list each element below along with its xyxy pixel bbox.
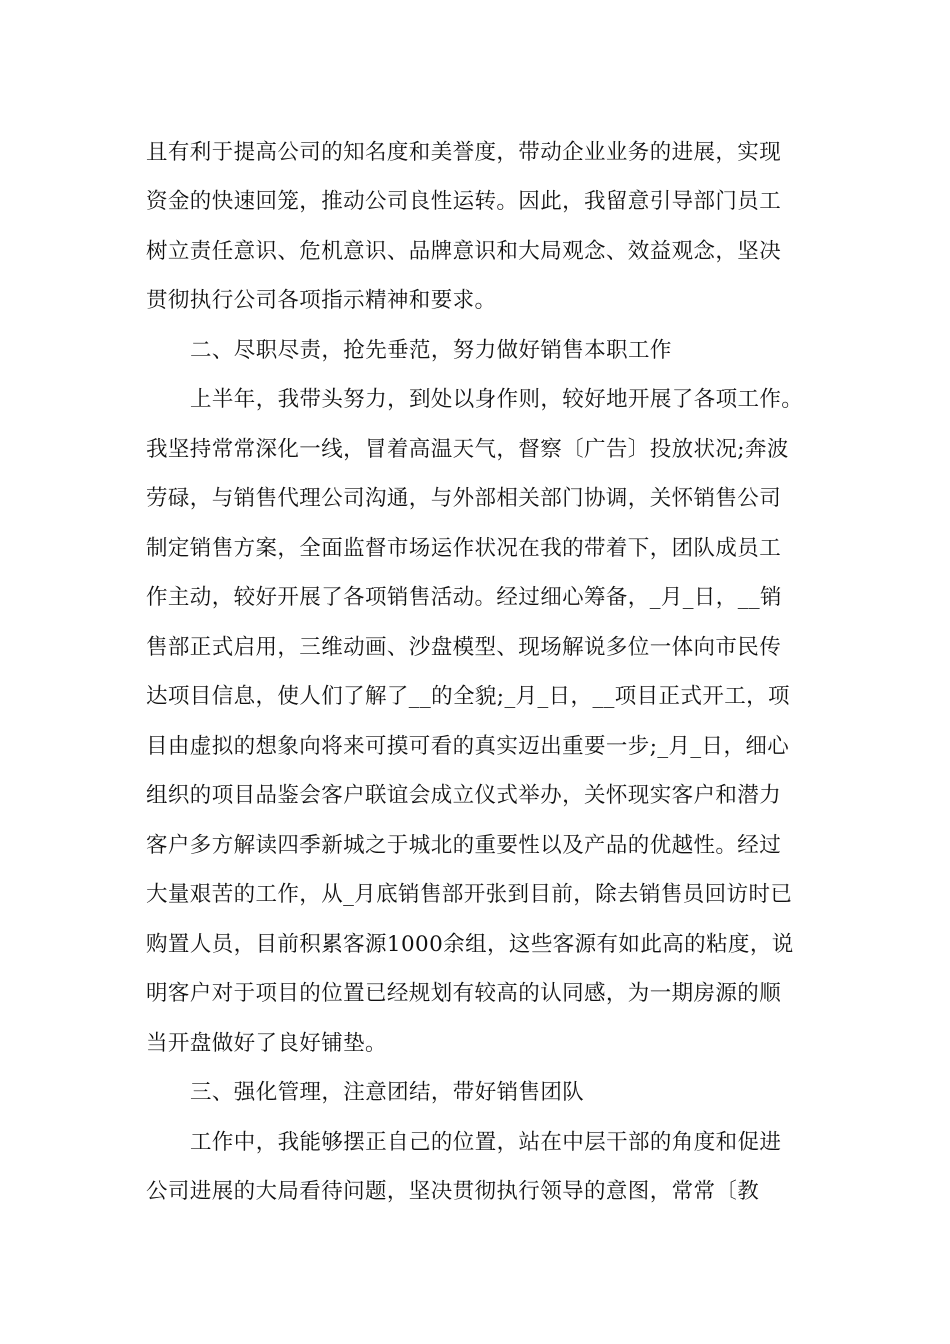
- paragraph-line: 上半年，我带头努力，到处以身作则，较好地开展了各项工作。: [190, 387, 804, 412]
- paragraph-line: 贯彻执行公司各项指示精神和要求。: [146, 288, 497, 313]
- paragraph-line: 工作中，我能够摆正自己的位置，站在中层干部的角度和促进: [190, 1130, 782, 1155]
- paragraph-line: 资金的快速回笼，推动公司良性运转。因此，我留意引导部门员工: [146, 189, 782, 214]
- paragraph-line: 制定销售方案，全面监督市场运作状况在我的带着下，团队成员工: [146, 536, 782, 561]
- paragraph-line: 树立责任意识、危机意识、品牌意识和大局观念、效益观念，坚决: [146, 239, 782, 264]
- paragraph-line: 我坚持常常深化一线，冒着高温天气，督察〔广告〕投放状况;奔波: [146, 437, 789, 462]
- paragraph-line: 达项目信息，使人们了解了__的全貌;_月_日，__项目正式开工，项: [146, 684, 790, 709]
- section-heading-2: 二、尽职尽责，抢先垂范，努力做好销售本职工作: [190, 338, 672, 363]
- paragraph-line: 劳碌，与销售代理公司沟通，与外部相关部门协调，关怀销售公司: [146, 486, 782, 511]
- paragraph-line: 作主动，较好开展了各项销售活动。经过细心筹备，_月_日，__销: [146, 585, 782, 610]
- paragraph-line: 客户多方解读四季新城之于城北的重要性以及产品的优越性。经过: [146, 833, 782, 858]
- paragraph-line: 明客户对于项目的位置已经规划有较高的认同感，为一期房源的顺: [146, 981, 782, 1006]
- paragraph-line: 公司进展的大局看待问题，坚决贯彻执行领导的意图，常常〔教: [146, 1179, 760, 1204]
- paragraph-line: 组织的项目品鉴会客户联谊会成立仪式举办，关怀现实客户和潜力: [146, 783, 782, 808]
- paragraph-line: 售部正式启用，三维动画、沙盘模型、现场解说多位一体向市民传: [146, 635, 782, 660]
- paragraph-line: 购置人员，目前积累客源1000余组，这些客源有如此高的粘度，说: [146, 932, 794, 957]
- section-heading-3: 三、强化管理，注意团结，带好销售团队: [190, 1080, 585, 1105]
- paragraph-line: 大量艰苦的工作，从_月底销售部开张到目前，除去销售员回访时已: [146, 882, 793, 907]
- paragraph-line: 当开盘做好了良好铺垫。: [146, 1031, 387, 1056]
- paragraph-line: 且有利于提高公司的知名度和美誉度，带动企业业务的进展，实现: [146, 140, 782, 165]
- paragraph-line: 目由虚拟的想象向将来可摸可看的真实迈出重要一步;_月_日，细心: [146, 734, 790, 759]
